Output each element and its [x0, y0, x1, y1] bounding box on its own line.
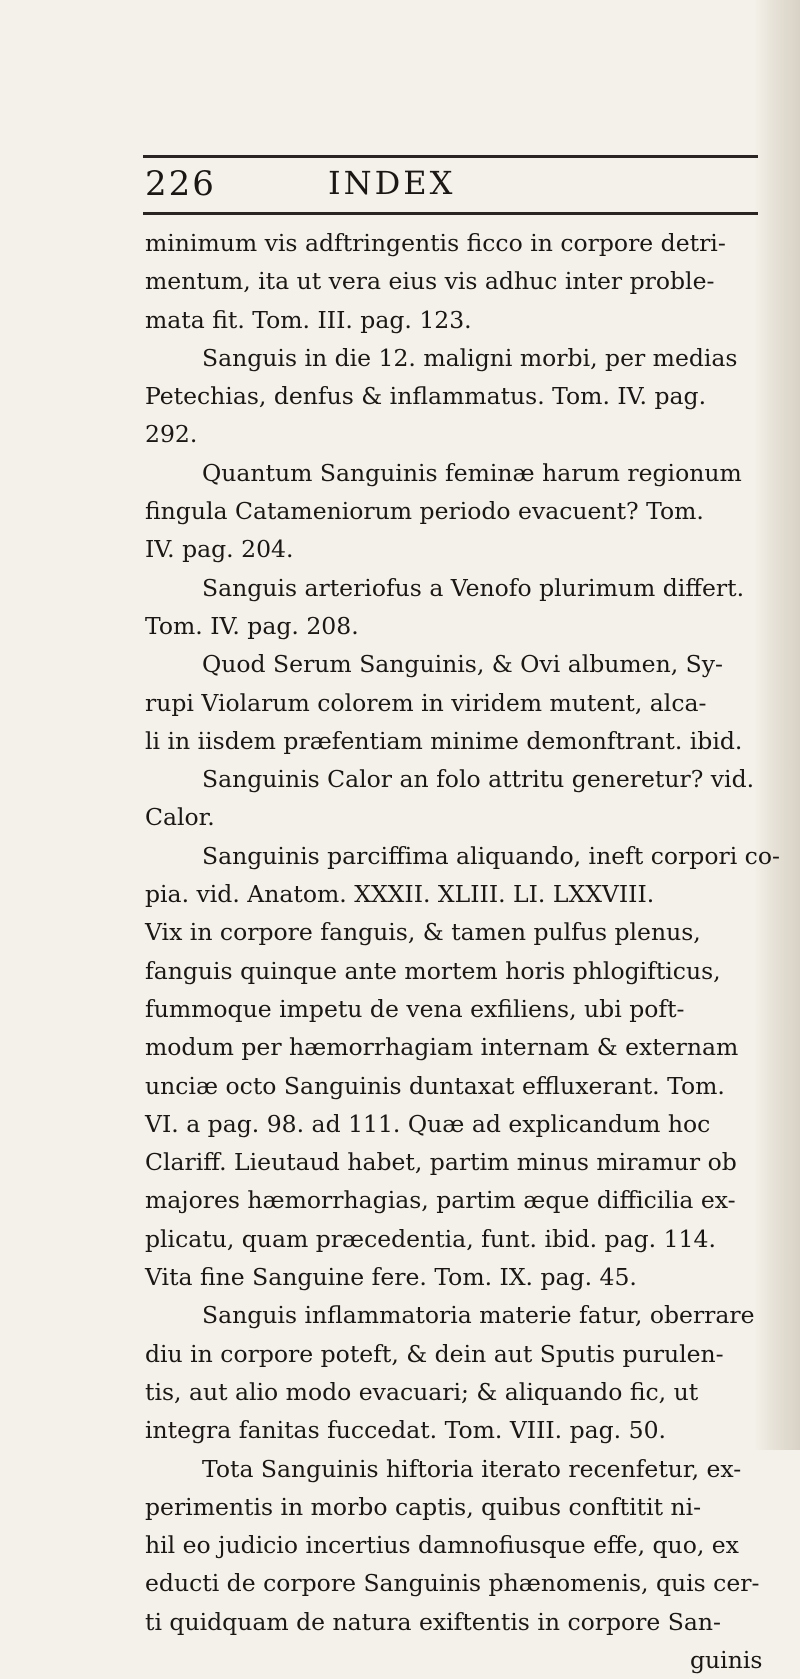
text-line: plicatu, quam præcedentia, funt. ibid. pag. 114.: [145, 1224, 716, 1253]
text-line: Petechias, denfus & inflammatus. Tom. IV. pag.: [145, 382, 707, 411]
entry-first-line: Sanguis in die 12. maligni morbi, per medias: [202, 343, 738, 372]
text-line: fingula Catameniorum periodo evacuent? Tom.: [145, 497, 704, 526]
entry-first-line: Sanguis inflammatoria materie fatur, oberrare: [202, 1301, 755, 1330]
header-rule-top: [143, 155, 758, 158]
text-line: Vita fine Sanguine fere. Tom. IX. pag. 45.: [145, 1263, 637, 1292]
entry-first-line: Sanguis arteriofus a Venofo plurimum differt.: [202, 573, 745, 602]
text-line: rupi Violarum colorem in viridem mutent, alca-: [145, 688, 707, 717]
text-line: pia. vid. Anatom. XXXII. XLIII. LI. LXXVIII.: [145, 880, 655, 909]
text-line: VI. a pag. 98. ad 111. Quæ ad explicandum hoc: [145, 1109, 711, 1138]
text-line: ti quidquam de natura exiftentis in corpore San-: [145, 1607, 721, 1636]
text-line: hil eo judicio incertius damnofiusque effe, quo, ex: [145, 1531, 739, 1560]
text-line: Tom. IV. pag. 208.: [145, 611, 359, 640]
text-line: perimentis in morbo captis, quibus conftitit ni-: [145, 1492, 702, 1521]
text-line: mata fit. Tom. III. pag. 123.: [145, 305, 472, 334]
header-rule-bottom: [143, 212, 758, 215]
text-line: 292.: [145, 420, 198, 449]
text-line: modum per hæmorrhagiam internam & externam: [145, 1033, 739, 1062]
page-header: [145, 164, 758, 208]
catchword: guinis: [690, 1645, 763, 1674]
page-number: 226: [145, 164, 216, 204]
text-line: li in iisdem præfentiam minime demonftrant. ibid.: [145, 726, 743, 755]
text-line: educti de corpore Sanguinis phænomenis, quis cer-: [145, 1569, 760, 1598]
text-line: mentum, ita ut vera eius vis adhuc inter proble-: [145, 267, 715, 296]
text-line: Vix in corpore fanguis, & tamen pulfus plenus,: [145, 918, 701, 947]
text-line: IV. pag. 204.: [145, 535, 294, 564]
index-body: [145, 224, 780, 1679]
entry-first-line: Tota Sanguinis hiftoria iterato recenfetur, ex-: [202, 1454, 742, 1483]
page-edge-shadow: [754, 0, 800, 1450]
running-title: INDEX: [328, 164, 456, 202]
text-line: Clariff. Lieutaud habet, partim minus miramur ob: [145, 1148, 737, 1177]
text-line: diu in corpore poteft, & dein aut Sputis purulen-: [145, 1339, 724, 1368]
entry-first-line: Quod Serum Sanguinis, & Ovi albumen, Sy-: [202, 650, 723, 679]
text-line: integra fanitas fuccedat. Tom. VIII. pag. 50.: [145, 1416, 666, 1445]
entry-first-line: Quantum Sanguinis feminæ harum regionum: [202, 458, 742, 487]
text-line: unciæ octo Sanguinis duntaxat effluxerant. Tom.: [145, 1071, 725, 1100]
entry-first-line: Sanguinis parciffima aliquando, ineft corpori co-: [202, 841, 780, 870]
text-line: minimum vis adftringentis ficco in corpore detri-: [145, 229, 726, 257]
text-line: fummoque impetu de vena exfiliens, ubi poft-: [145, 994, 685, 1023]
entry-first-line: Sanguinis Calor an folo attritu generetur? vid.: [202, 765, 755, 794]
text-line: majores hæmorrhagias, partim æque difficilia ex-: [145, 1186, 736, 1215]
text-line: fanguis quinque ante mortem horis phlogifticus,: [145, 956, 721, 985]
text-line: Calor.: [145, 803, 215, 832]
text-line: tis, aut alio modo evacuari; & aliquando fic, ut: [145, 1377, 699, 1406]
